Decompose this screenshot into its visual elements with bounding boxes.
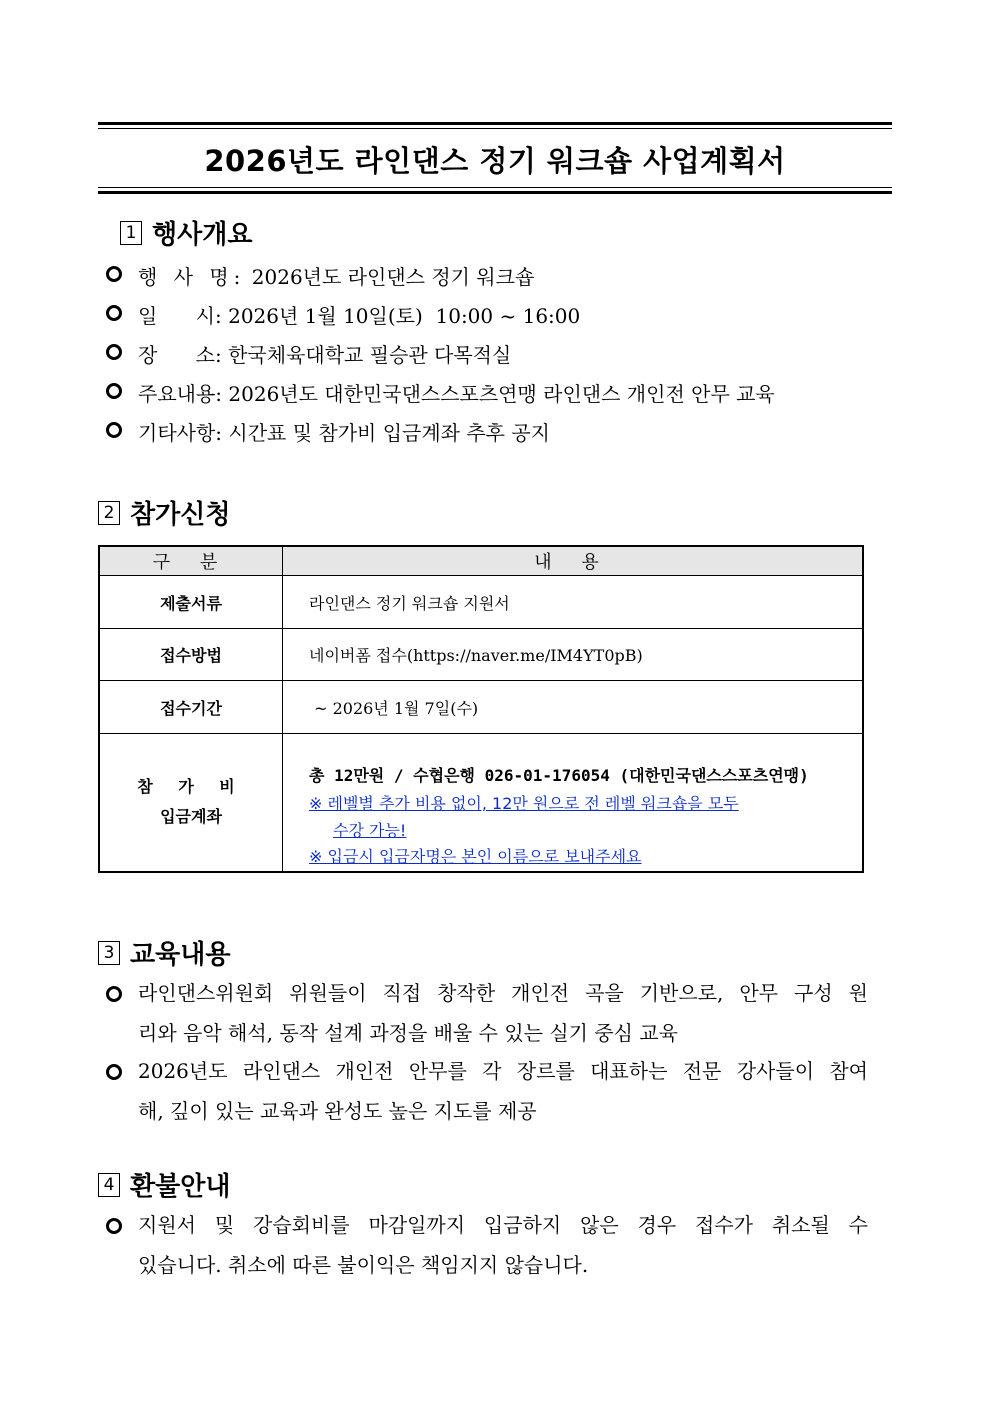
- overview-label: 장 소:: [138, 343, 222, 367]
- overview-value: 2026년도 라인댄스 정기 워크숍: [251, 265, 535, 289]
- overview-value: 2026년도 대한민국댄스스포츠연맹 라인댄스 개인전 안무 교육: [228, 382, 775, 406]
- table-header-category: 구 분: [99, 546, 283, 576]
- section-number: 2: [98, 501, 120, 525]
- circle-bullet-icon: [106, 344, 122, 360]
- table-row: [99, 681, 863, 734]
- title-rule-top-thin: [98, 128, 892, 129]
- section-title: 교육내용: [130, 940, 231, 970]
- education-line: 리와 음악 해석, 동작 설계 과정을 배울 수 있는 실기 중심 교육: [138, 1021, 678, 1045]
- row-value: ~ 2026년 1월 7일(수): [283, 681, 864, 734]
- overview-label: 행 사 명:: [138, 265, 246, 289]
- overview-value: 시간표 및 참가비 입금계좌 추후 공지: [228, 421, 550, 445]
- circle-bullet-icon: [106, 266, 122, 282]
- application-table: [98, 545, 864, 873]
- section-education-heading: [98, 934, 230, 971]
- row-label: 제출서류: [99, 576, 283, 629]
- section-overview-heading: [120, 214, 252, 251]
- education-item: [106, 973, 868, 1053]
- fee-note-level-text: ※ 레벨별 추가 비용 없이, 12만 원으로 전 레벨 워크숍을 모두: [309, 793, 739, 813]
- overview-value: 한국체육대학교 필승관 다목적실: [228, 343, 512, 367]
- application-link[interactable]: 네이버폼 접수(https://naver.me/IM4YT0pB): [283, 629, 864, 681]
- row-label: 접수기간: [99, 681, 283, 734]
- account-label: 입금계좌: [160, 807, 222, 827]
- fee-note-level: [309, 790, 861, 844]
- section-title: 참가신청: [130, 500, 231, 530]
- circle-bullet-icon: [106, 305, 122, 321]
- fee-amount-account: 총 12만원 / 수협은행 026-01-176054 (대한민국댄스스포츠연맹): [309, 765, 809, 785]
- fee-label: 참 가 비: [137, 777, 245, 797]
- table-header-content: 내 용: [283, 546, 864, 576]
- title-block: [98, 122, 892, 196]
- overview-label: 주요내용:: [138, 382, 223, 406]
- refund-line: 있습니다. 취소에 따른 불이익은 책임지지 않습니다.: [138, 1253, 589, 1277]
- circle-bullet-icon: [106, 986, 122, 1002]
- circle-bullet-icon: [106, 1218, 122, 1234]
- overview-label: 일 시:: [138, 304, 222, 328]
- refund-line: 지원서 및 강습회비를 마감일까지 입금하지 않은 경우 접수가 취소될 수: [138, 1213, 868, 1237]
- section-application-heading: [98, 494, 230, 531]
- title-rule-bottom-thin: [98, 187, 892, 188]
- section-number: 3: [98, 941, 120, 965]
- section-number: 1: [120, 221, 142, 245]
- refund-item: [106, 1205, 868, 1285]
- overview-value: 2026년 1월 10일(토) 10:00 ~ 16:00: [228, 304, 581, 328]
- education-line: 해, 깊이 있는 교육과 완성도 높은 지도를 제공: [138, 1099, 537, 1123]
- title-rule-bottom: [98, 191, 892, 194]
- fee-note-level-text-cont: 수강 가능!: [333, 820, 407, 840]
- row-value: 라인댄스 정기 워크숍 지원서: [283, 576, 864, 629]
- section-title: 환불안내: [130, 1172, 231, 1202]
- fee-note-depositor: ※ 입금시 입금자명은 본인 이름으로 보내주세요: [309, 846, 642, 866]
- circle-bullet-icon: [106, 422, 122, 438]
- table-header-row: [99, 546, 863, 576]
- title-rule-top: [98, 122, 892, 125]
- section-title: 행사개요: [152, 220, 253, 250]
- education-line: 2026년도 라인댄스 개인전 안무를 각 장르를 대표하는 전문 강사들이 참여: [138, 1059, 868, 1083]
- table-row: [99, 629, 863, 681]
- overview-label: 기타사항:: [138, 421, 223, 445]
- section-number: 4: [98, 1173, 120, 1197]
- education-line: 라인댄스위원회 위원들이 직접 창작한 개인전 곡을 기반으로, 안무 구성 원: [138, 981, 868, 1005]
- row-label: 접수방법: [99, 629, 283, 681]
- circle-bullet-icon: [106, 383, 122, 399]
- education-item: [106, 1051, 868, 1131]
- fee-value-cell: [283, 734, 864, 872]
- table-row-fee: [99, 734, 863, 872]
- table-row: [99, 576, 863, 629]
- fee-label-cell: [99, 734, 283, 872]
- circle-bullet-icon: [106, 1064, 122, 1080]
- document-title: 2026년도 라인댄스 정기 워크숍 사업계획서: [204, 144, 786, 178]
- section-refund-heading: [98, 1166, 230, 1203]
